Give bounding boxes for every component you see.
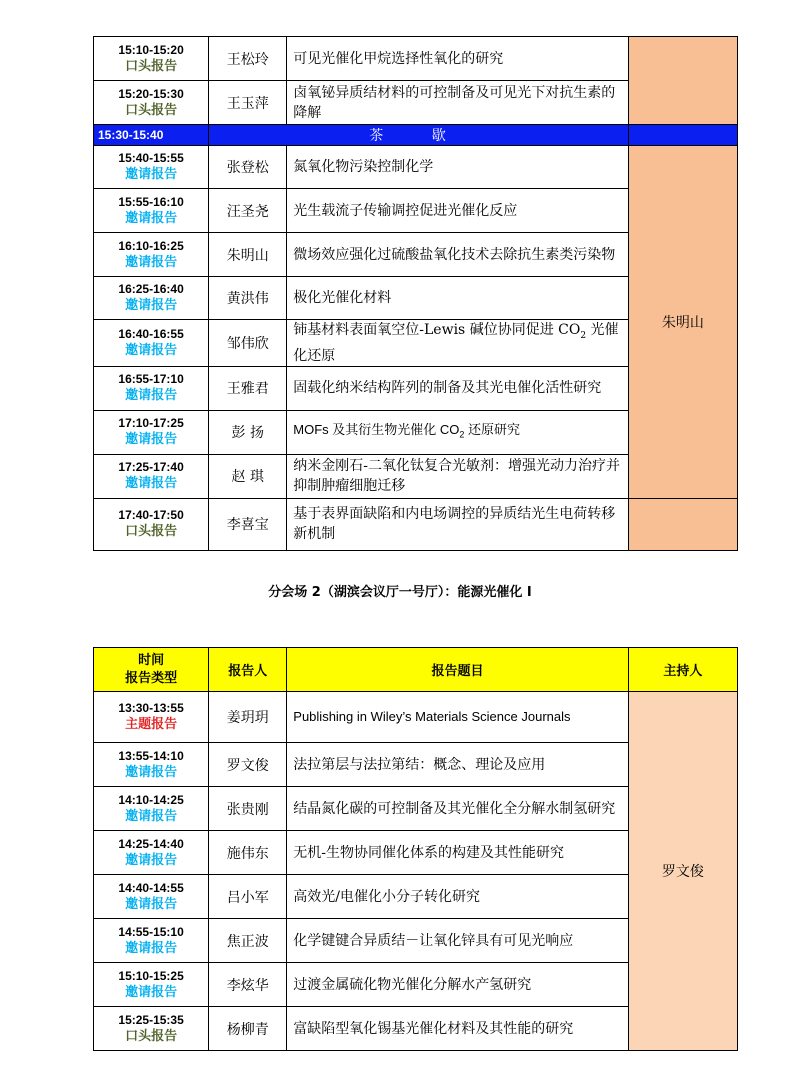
break-label: 茶 歇 (209, 125, 629, 146)
talk-title: 法拉第层与法拉第结：概念、理论及应用 (287, 743, 629, 787)
speaker: 王松玲 (209, 37, 287, 81)
schedule-table-1 (93, 36, 738, 551)
time-range: 16:55-17:10 (118, 372, 184, 387)
time-range: 16:10-16:25 (118, 238, 184, 253)
speaker: 朱明山 (209, 233, 287, 277)
time-range: 14:10-14:25 (118, 792, 184, 807)
talk-title: 富缺陷型氧化锡基光催化材料及其性能的研究 (287, 1007, 629, 1051)
chair-cell-previous (628, 37, 737, 125)
table-row (94, 146, 738, 189)
break-time: 15:30-15:40 (94, 125, 209, 146)
report-type: 邀请报告 (125, 852, 178, 868)
speaker: 王玉萍 (209, 81, 287, 125)
talk-title: 结晶氮化碳的可控制备及其光催化全分解水制氢研究 (287, 787, 629, 831)
report-type: 口头报告 (125, 102, 178, 118)
report-type: 口头报告 (125, 1028, 178, 1044)
time-range: 15:10-15:25 (118, 968, 184, 983)
tea-break-row (94, 125, 738, 146)
time-range: 15:40-15:55 (118, 151, 184, 165)
talk-title: Publishing in Wiley’s Materials Science Journals (287, 692, 629, 743)
talk-title: 卤氧铋异质结材料的可控制备及可见光下对抗生素的降解 (287, 81, 629, 125)
report-type: 口头报告 (125, 58, 178, 74)
speaker: 吕小军 (209, 875, 287, 919)
time-range: 15:25-15:35 (118, 1012, 184, 1027)
table-row (94, 692, 738, 743)
table-row (94, 498, 738, 550)
talk-title: 光生载流子传输调控促进光催化反应 (287, 189, 629, 233)
report-type: 邀请报告 (125, 167, 178, 182)
table-header-row (94, 648, 738, 692)
speaker: 焦正波 (209, 919, 287, 963)
header-title: 报告题目 (287, 648, 629, 692)
time-cell (94, 81, 209, 125)
time-range: 13:55-14:10 (118, 748, 184, 763)
time-range: 15:20-15:30 (118, 86, 184, 101)
report-type: 邀请报告 (125, 940, 178, 956)
speaker: 李喜宝 (209, 498, 287, 550)
talk-title: 极化光催化材料 (287, 277, 629, 320)
speaker: 黄洪伟 (209, 277, 287, 320)
speaker: 施伟东 (209, 831, 287, 875)
chair-name: 朱明山 (628, 146, 737, 499)
speaker: 杨柳青 (209, 1007, 287, 1051)
section-title: 分会场 2（湖滨会议厅一号厅）：能源光催化 I (268, 585, 532, 600)
time-range: 16:40-16:55 (118, 326, 184, 341)
report-type: 邀请报告 (125, 432, 178, 448)
report-type: 口头报告 (125, 524, 178, 540)
report-type: 邀请报告 (125, 476, 178, 492)
speaker: 王雅君 (209, 366, 287, 410)
chair-name: 罗文俊 (628, 692, 737, 1051)
talk-title: 过渡金属硫化物光催化分解水产氢研究 (287, 963, 629, 1007)
time-range: 14:25-14:40 (118, 836, 184, 851)
report-type: 邀请报告 (125, 896, 178, 912)
time-range: 14:40-14:55 (118, 880, 184, 895)
speaker: 罗文俊 (209, 743, 287, 787)
report-type: 邀请报告 (125, 298, 178, 313)
time-range: 17:40-17:50 (118, 508, 184, 523)
report-type: 邀请报告 (125, 342, 178, 358)
talk-title: 化学键键合异质结－让氧化锌具有可见光响应 (287, 919, 629, 963)
header-speaker: 报告人 (209, 648, 287, 692)
talk-title: 微场效应强化过硫酸盐氧化技术去除抗生素类污染物 (287, 233, 629, 277)
talk-title: 固载化纳米结构阵列的制备及其光电催化活性研究 (287, 366, 629, 410)
time-range: 14:55-15:10 (118, 924, 184, 939)
report-type: 邀请报告 (125, 210, 178, 226)
time-range: 15:10-15:20 (118, 42, 184, 57)
report-type: 邀请报告 (125, 764, 178, 780)
talk-title: 纳米金刚石-二氧化钛复合光敏剂：增强光动力治疗并抑制肿瘤细胞迁移 (287, 454, 629, 498)
talk-title: 无机-生物协同催化体系的构建及其性能研究 (287, 831, 629, 875)
talk-title: MOFs 及其衍生物光催化 $CO_2$ 还原研究 (287, 410, 629, 454)
report-type: 邀请报告 (125, 984, 178, 1000)
report-type: 邀请报告 (125, 388, 178, 404)
time-range: 16:25-16:40 (118, 282, 184, 296)
header-time: 时间 报告类型 (94, 648, 209, 692)
speaker: 赵 琪 (209, 454, 287, 498)
speaker: 邹伟欣 (209, 320, 287, 367)
talk-title: 基于表界面缺陷和内电场调控的异质结光生电荷转移新机制 (287, 498, 629, 550)
chair-cell-empty (628, 498, 737, 550)
header-chair: 主持人 (628, 648, 737, 692)
speaker: 汪圣尧 (209, 189, 287, 233)
talk-title: 高效光/电催化小分子转化研究 (287, 875, 629, 919)
time-range: 15:55-16:10 (118, 194, 184, 209)
schedule-table-2 (93, 647, 738, 1051)
talk-title: 铈基材料表面氧空位-Lewis 碱位协同促进 $CO_2$ 光催化还原 (287, 320, 629, 367)
break-filler (628, 125, 737, 146)
time-range: 13:30-13:55 (118, 701, 184, 715)
time-cell (94, 37, 209, 81)
report-type: 主题报告 (125, 717, 178, 732)
report-type: 邀请报告 (125, 808, 178, 824)
table-row (94, 37, 738, 81)
speaker: 张登松 (209, 146, 287, 189)
talk-title: 氮氧化物污染控制化学 (287, 146, 629, 189)
talk-title: 可见光催化甲烷选择性氧化的研究 (287, 37, 629, 81)
speaker: 姜玥玥 (209, 692, 287, 743)
speaker: 张贵刚 (209, 787, 287, 831)
report-type: 邀请报告 (125, 254, 178, 270)
time-range: 17:10-17:25 (118, 416, 184, 431)
time-range: 17:25-17:40 (118, 460, 184, 475)
speaker: 彭 扬 (209, 410, 287, 454)
speaker: 李炫华 (209, 963, 287, 1007)
